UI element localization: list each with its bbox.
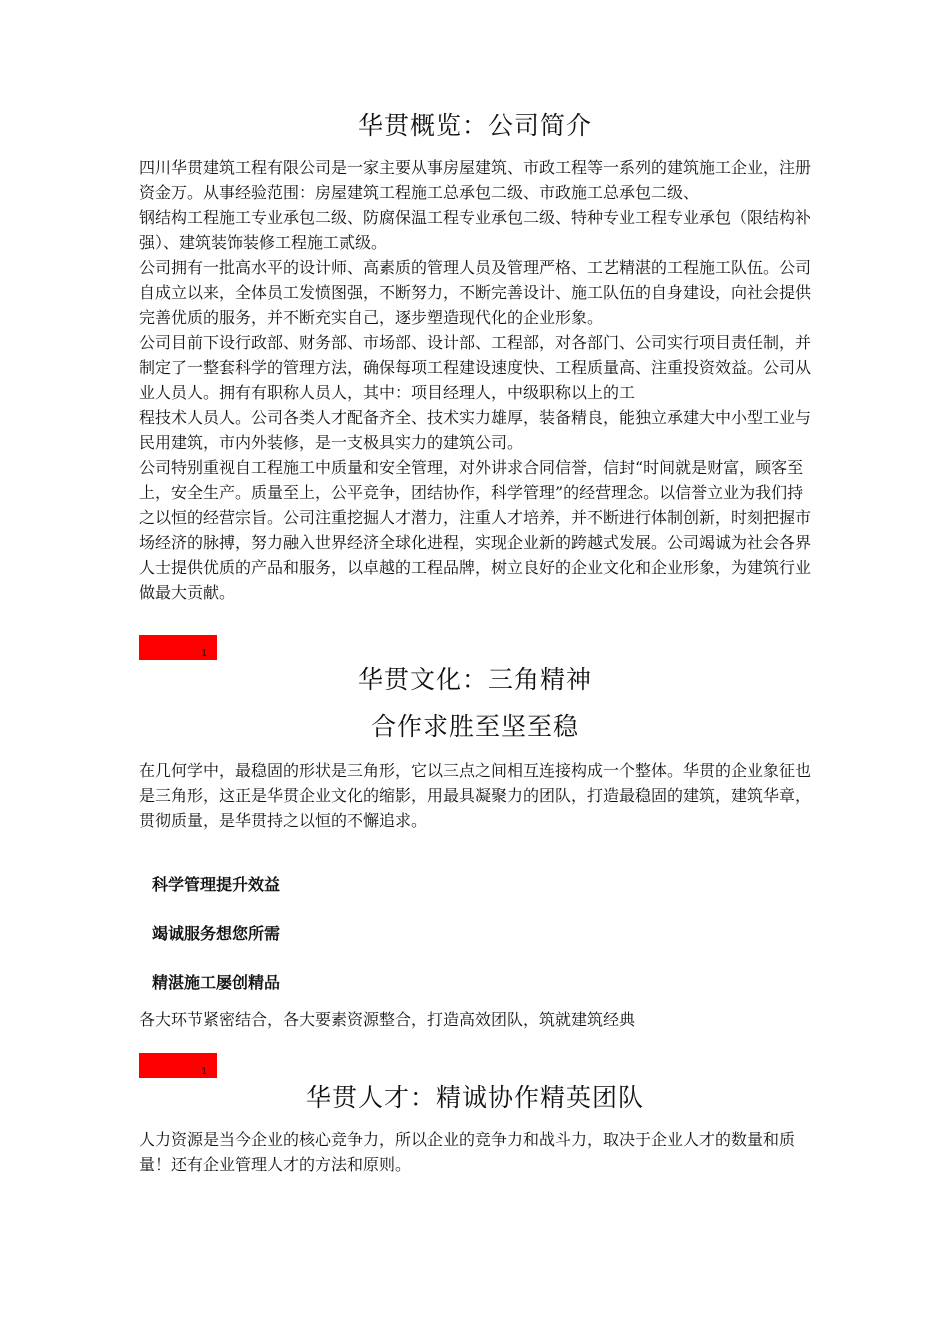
section-title-talent: 华贯人才：精诚协作精英团队 (305, 1083, 644, 1112)
section-title-culture: 华贯文化：三角精神 (357, 665, 592, 694)
section-subtitle-culture: 合作求胜至坚至稳 (370, 712, 579, 741)
paragraph: 在几何学中，最稳固的形状是三角形，它以三点之间相互连接构成一个整体。华贯的企业象征也是三角形，这正是华贯企业文化的缩影，用最具凝聚力的团队，打造最稳固的建筑，建筑华章，贯彻质量，是华贯持之以恒的不懈追求。 (139, 761, 812, 830)
paragraph: 人力资源是当今企业的核心竞争力，所以企业的竞争力和战斗力，取决于企业人才的数量和质量！还有企业管理人才的方法和原则。 (139, 1130, 796, 1174)
culture-item: 精湛施工屡创精品 (152, 973, 281, 992)
paragraph: 钢结构工程施工专业承包二级、防腐保温工程专业承包二级、特种专业工程专业承包（限结构补强）、建筑装饰装修工程施工贰级。 (139, 208, 812, 252)
paragraph: 四川华贯建筑工程有限公司是一家主要从事房屋建筑、市政工程等一系列的建筑施工企业，注册资金万。从事经验范围：房屋建筑工程施工总承包二级、市政施工总承包二级、 (139, 158, 812, 202)
paragraph: 公司目前下设行政部、财务部、市场部、设计部、工程部，对各部门、公司实行项目责任制，并制定了一整套科学的管理方法，确保每项工程建设速度快、工程质量高、注重投资效益。公司从业人员人。拥有有职称人员人，其中：项目经理人，中级职称以上的工 (139, 333, 812, 402)
talent-body (139, 1127, 819, 1177)
paragraph: 程技术人员人。公司各类人才配备齐全、技术实力雄厚，装备精良，能独立承建大中小型工业与民用建筑，市内外装修，是一支极具实力的建筑公司。 (139, 408, 812, 452)
paragraph: 公司拥有一批高水平的设计师、高素质的管理人员及管理严格、工艺精湛的工程施工队伍。公司自成立以来，全体员工发愤图强，不断努力，不断完善设计、施工队伍的自身建设，向社会提供完善优质的服务，并不断充实自己，逐步塑造现代化的企业形象。 (139, 258, 812, 327)
marker-glyph: 1 (201, 1067, 207, 1077)
culture-closing (139, 1007, 819, 1032)
overview-body (139, 155, 819, 605)
section-title-overview: 华贯概览：公司简介 (357, 111, 592, 140)
paragraph: 各大环节紧密结合，各大要素资源整合，打造高效团队，筑就建筑经典 (139, 1010, 636, 1029)
section-marker-bar (139, 635, 217, 660)
section-marker-bar (139, 1053, 217, 1078)
marker-glyph: 1 (201, 649, 207, 659)
paragraph: 公司特别重视自工程施工中质量和安全管理，对外讲求合同信誉，信封“时间就是财富，顾客至上，安全生产。质量至上，公平竞争，团结协作，科学管理”的经营理念。以信誉立业为我们持之以恒的经营宗旨。公司注重挖掘人才潜力，注重人才培养，并不断进行体制创新，时刻把握市场经济的脉搏，努力融入世界经济全球化进程，实现企业新的跨越式发展。公司竭诚为社会各界人士提供优质的产品和服务，以卓越的工程品牌，树立良好的企业文化和企业形象，为建筑行业做最大贡献。 (139, 458, 812, 602)
culture-item: 竭诚服务想您所需 (152, 924, 281, 943)
culture-body (139, 758, 819, 833)
culture-item: 科学管理提升效益 (152, 875, 281, 894)
